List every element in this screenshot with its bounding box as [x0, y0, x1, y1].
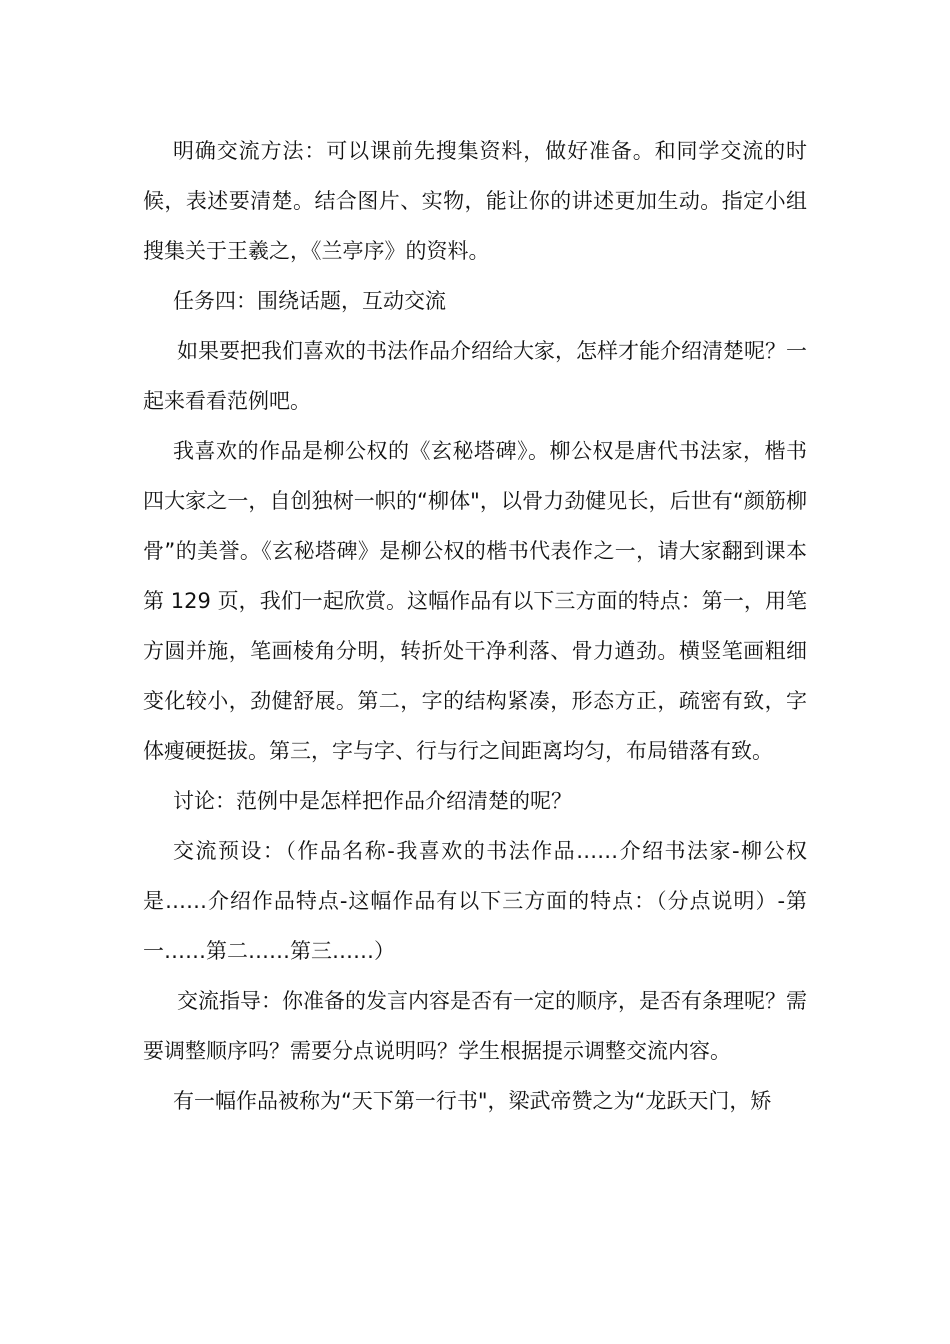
document-body [143, 126, 807, 1126]
paragraph-task-four-heading: 任务四：围绕话题，互动交流 [173, 289, 446, 313]
paragraph-communication-method: 明确交流方法：可以课前先搜集资料，做好准备。和同学交流的时候，表述要清楚。结合图片、实物，能让你的讲述更加生动。指定小组搜集关于王羲之，《兰亭序》的资料。 [143, 139, 807, 263]
paragraph-example-liu-gongquan: 我喜欢的作品是柳公权的《玄秘塔碑》。柳公权是唐代书法家，楷书四大家之一，自创独树一帜的“柳体"，以骨力劲健见长，后世有“颜筋柳骨”的美誉。《玄秘塔碑》是柳公权的楷书代表作之一，请大家翻到课本第 129 页，我们一起欣赏。这幅作品有以下三方面的特点：第一，用笔方圆并施，笔画棱角分明，转折处干净利落、骨力遒劲。横竖笔画粗细变化较小，劲健舒展。第二，字的结构紧凑，形态方正，疏密有致，字体瘦硬挺拔。第三，字与字、行与行之间距离均匀，布局错落有致。 [143, 439, 807, 763]
paragraph-lanting-intro: 有一幅作品被称为“天下第一行书"，梁武帝赞之为“龙跃天门，矫 [173, 1089, 772, 1113]
paragraph-discussion: 讨论：范例中是怎样把作品介绍清楚的呢？ [173, 789, 572, 813]
paragraph-introduce-question: 如果要把我们喜欢的书法作品介绍给大家，怎样才能介绍清楚呢？一起来看看范例吧。 [143, 339, 807, 413]
paragraph-preset: 交流预设：（作品名称-我喜欢的书法作品……介绍书法家-柳公权是……介绍作品特点-这幅作品有以下三方面的特点：（分点说明）-第一……第二……第三……） [143, 839, 807, 963]
paragraph-guidance: 交流指导：你准备的发言内容是否有一定的顺序，是否有条理呢？需要调整顺序吗？需要分点说明吗？学生根据提示调整交流内容。 [143, 989, 807, 1063]
